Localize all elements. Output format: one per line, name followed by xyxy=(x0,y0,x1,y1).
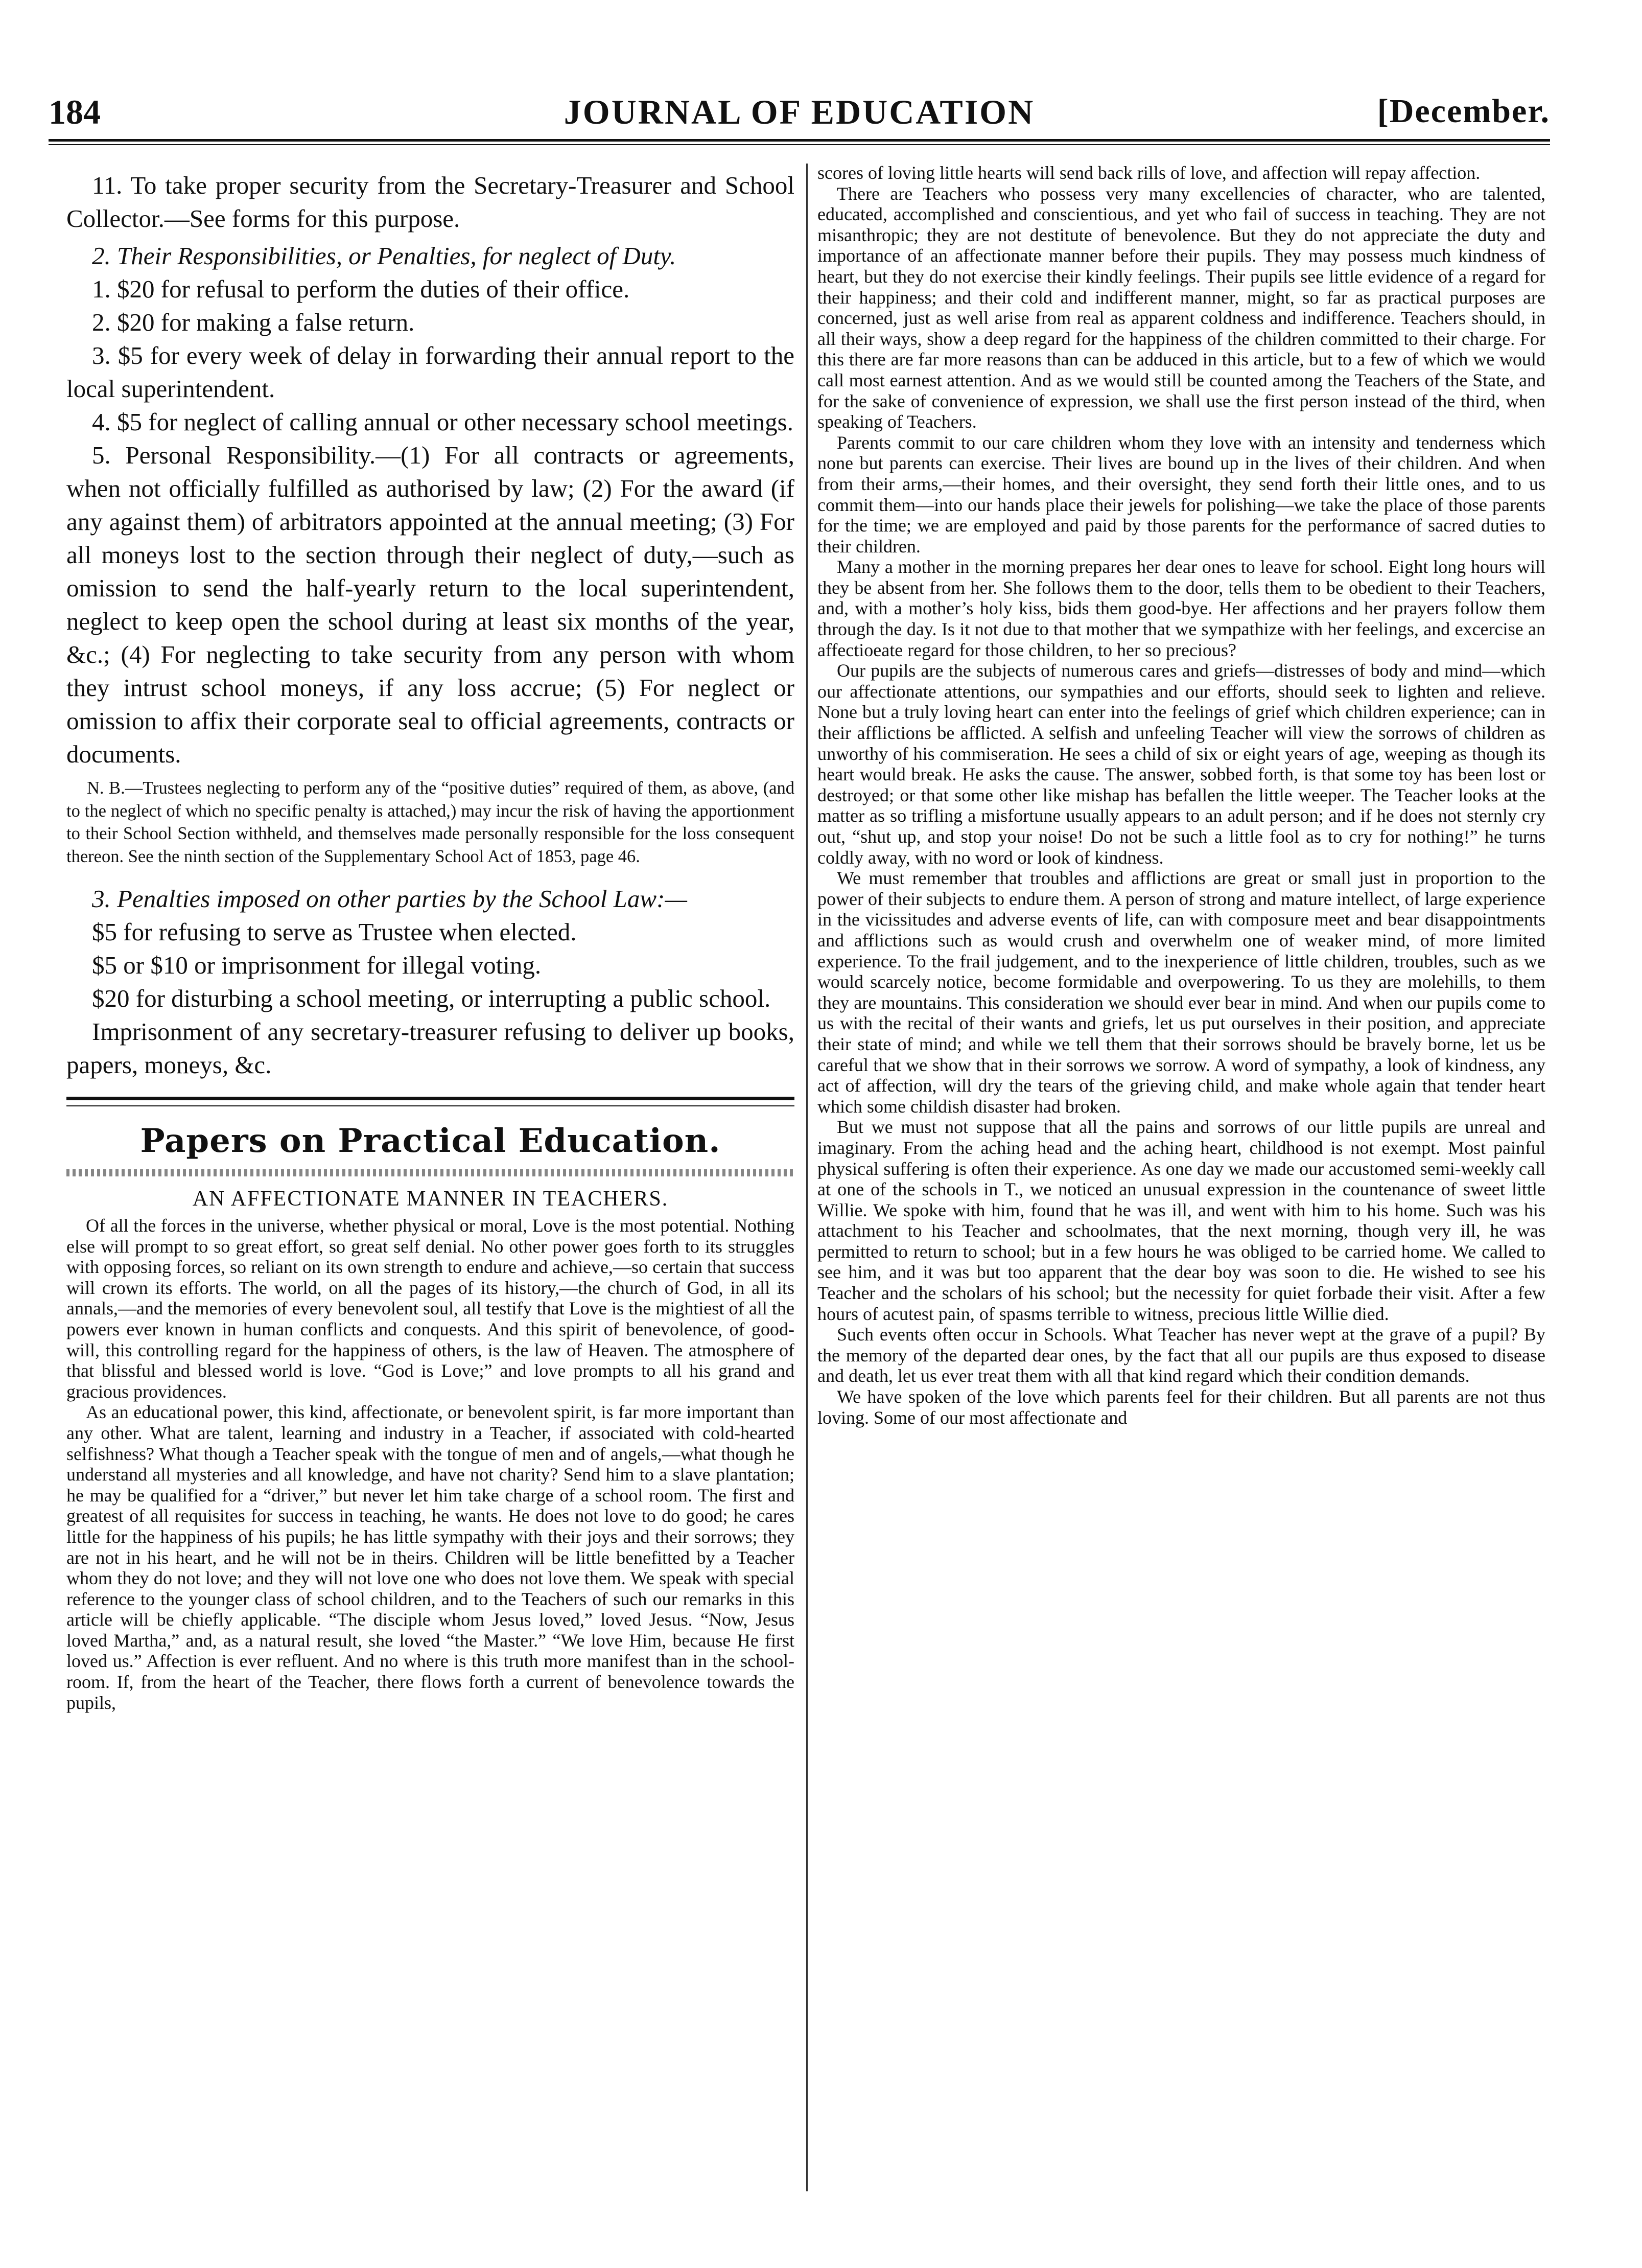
header-rule xyxy=(49,139,1550,142)
ornamental-rule xyxy=(66,1169,794,1176)
article-para-9: But we must not suppose that all the pains and sorrows of our little pupils are unreal and imaginary. From the aching head and the aching heart, childhood is not exempt. Most painful physical suffering is often their experience. As one day we made our accustomed semi-weekly call at one of the schools in T., we noticed an unusual expression in the countenance of sweet little Willie. We spoke with him, found that he was ill, and went with him to his home. Such was his attachment to his Teacher and schoolmates, that the next morning, though very ill, he was permitted to return to school; but in a few hours he was obliged to be carried home. We called to see him, and it was but too apparent that the dear boy was soon to die. He wished to see his Teacher and the scholars of his school; but the necessity for quiet forbade their visit. After a few hours of acutest pain, of spasms terrible to witness, precious little Willie died. xyxy=(817,1117,1545,1324)
other-penalty-3: $20 for disturbing a school meeting, or interrupting a public school. xyxy=(92,984,771,1012)
penalty-1: 1. $20 for refusal to perform the duties of their office. xyxy=(92,275,630,303)
article-para-3: scores of loving little hearts will send back rills of love, and affection will repay affection. xyxy=(817,163,1481,183)
left-column xyxy=(66,169,794,1713)
article-para-2: As an educational power, this kind, affectionate, or benevolent spirit, is far more important than any other. What are talent, learning and industry in a Teacher, if associated with cold-hearted selfishness? What though a Teacher speak with the tongue of men and of angels,—what though he understand all mysteries and all knowledge, and have not charity? Send him to a slave plantation; he may be qualified for a “driver,” but never let him take charge of a school room. The first and greatest of all requisites for success in teaching, he wants. He does not love to do good; he cares little for the happiness of his pupils; he has little sympathy with their joys and their sorrows; they are not in his heart, and he will not be in theirs. Children will be little benefitted by a Teacher whom they do not love; and they will not love one who does not love them. We speak with special reference to the younger class of school children, and to the Teachers of such our remarks in this article will be chiefly applicable. “The disciple whom Jesus loved,” loved Jesus. “Now, Jesus loved Martha,” and, as a natural result, she loved “the Master.” “We love Him, because He first loved us.” Affection is ever refluent. And no where is this truth more manifest than in the school-room. If, from the heart of the Teacher, there flows forth a current of benevolence towards the pupils, xyxy=(66,1402,794,1713)
article-para-6: Many a mother in the morning prepares her dear ones to leave for school. Eight long hours will they be absent from her. She follows them to the door, tells them to be obedient to their Teachers, and, with a mother’s holy kiss, bids them good-bye. Her affections and her prayers follow them through the day. Is it not due to that mother that we sympathize with her feelings, and excercise an affectioeate regard for those children, to her so precious? xyxy=(817,557,1545,660)
article-para-11: We have spoken of the love which parents feel for their children. But all parents are not thus loving. Some of our most affectionate and xyxy=(817,1386,1545,1428)
penalty-5: 5. Personal Responsibility.—(1) For all contracts or agreements, when not officially fulfilled as authorised by law; (2) For the award (if any against them) of arbitrators appointed at the annual meeting; (3) For all moneys lost to the section through their neglect of duty,—such as omission to send the half-yearly return to the local superintendent, neglect to keep open the school during at least six months of the year, &c.; (4) For neglecting to take security from any person with whom they intrust school moneys, if any loss accrue; (5) For neglect or omission to affix their corporate seal to official agreements, contracts or documents. xyxy=(66,441,794,768)
article-para-5: Parents commit to our care children whom they love with an intensity and tenderness which none but parents can exercise. Their lives are bound up in the lives of their children. And when from their arms,—their homes, and their oversight, they send forth their little ones, and to us commit them—into our hands place their jewels for polishing—we take the place of those parents for the time; we are employed and paid by those parents for the performance of sacred duties to their children. xyxy=(817,432,1545,557)
penalty-3: 3. $5 for every week of delay in forwarding their annual report to the local superintendent. xyxy=(66,341,794,403)
article-para-10: Such events often occur in Schools. What Teacher has never wept at the grave of a pupil? By the memory of the departed dear ones, by the fact that all our pupils are thus exposed to disease and death, let us ever treat them with all that kind regard which their condition demands. xyxy=(817,1324,1545,1386)
column-divider xyxy=(806,164,808,2191)
right-column xyxy=(817,163,1545,1428)
article-para-7: Our pupils are the subjects of numerous cares and griefs—distresses of body and mind—which our affectionate attentions, our sympathies and our efforts, should seek to lighten and relieve. None but a truly loving heart can enter into the feelings of grief which children experience; can in their afflictions be afflicted. A selfish and unfeeling Teacher will view the sorrows of children as unworthy of his commiseration. He sees a child of six or eight years of age, weeping as though its heart would break. He asks the cause. The answer, sobbed forth, is that some toy has been lost or destroyed; or that some other like mishap has befallen the little weeper. The Teacher looks at the matter as so trifling a misfortune usually appears to an adult person; and if he does not sternly cry out, “shut up, and stop your noise! Do not be such a little fool as to cry for nothing!” he turns coldly away, with no word or look of kindness. xyxy=(817,660,1545,868)
section-3-heading: 3. Penalties imposed on other parties by the School Law:— xyxy=(92,885,687,913)
penalty-4: 4. $5 for neglect of calling annual or other necessary school meetings. xyxy=(92,408,793,436)
page-number: 184 xyxy=(49,92,101,131)
section-title: Papers on Practical Education. xyxy=(140,1122,721,1160)
other-penalty-4: Imprisonment of any secretary-treasurer refusing to deliver up books, papers, moneys, &c. xyxy=(66,1017,794,1079)
article-para-4: There are Teachers who possess very many excellencies of character, who are talented, educated, accomplished and conscientious, and yet who fail of success in teaching. They are not misanthropic; they are not destitute of benevolence. But they do not appreciate the duty and importance of an affectionate manner before their pupils. They may possess much kindness of heart, but they do not exercise their kindly feelings. Their pupils see little evidence of a regard for their happiness; and their cold and indifferent manner, might, so far as practical purposes are concerned, just as well arise from real as apparent coldness and indifference. Teachers should, in all their ways, show a deep regard for the happiness of the children committed to their charge. For this there are far more reasons than can be adduced in this article, but to a few of which we would call most earnest attention. And as we would still be counted among the Teachers of the State, and for the sake of convenience of expression, we shall use the first person instead of the third, when speaking of Teachers. xyxy=(817,183,1545,432)
journal-title: JOURNAL OF EDUCATION xyxy=(564,92,1035,131)
running-header xyxy=(49,92,1550,141)
penalty-2: 2. $20 for making a false return. xyxy=(92,308,415,336)
section-2-heading: 2. Their Responsibilities, or Penalties, for neglect of Duty. xyxy=(92,242,676,270)
article-para-8: We must remember that troubles and afflictions are great or small just in proportion to the power of their subjects to endure them. A person of strong and mature intellect, of large experience in the vicissitudes and adverse events of life, can with composure meet and bear disappointments and afflictions such as would crush and overwhelm one of weaker mind, of more limited experience. To the frail judgement, and to the inexperience of little children, troubles, such as we would scarcely notice, become formidable and overpowering. To us they are molehills, to them they are mountains. This consideration we should ever bear in mind. And when our pupils come to us with the recital of their wants and griefs, let us put ourselves in their position, and appreciate their state of mind; and while we tell them that their sorrows should be bravely borne, let us be careful that we show that in their sorrows we sorrow. A word of sympathy, a look of kindness, any act of affection, will dry the tears of the grieving child, and make whole again that tender heart which some childish disaster had broken. xyxy=(817,868,1545,1117)
issue-month: [December. xyxy=(1377,92,1550,130)
header-rule-thin xyxy=(49,144,1550,145)
section-divider xyxy=(66,1097,794,1106)
item-11: 11. To take proper security from the Secretary-Treasurer and School Collector.—See forms for this purpose. xyxy=(66,171,794,233)
other-penalty-2: $5 or $10 or imprisonment for illegal voting. xyxy=(92,951,542,979)
nota-bene: N. B.—Trustees neglecting to perform any of the “positive duties” required of them, as above, (and to the neglect of which no specific penalty is attached,) may incur the risk of having the apportionment to their School Section withheld, and themselves made personally responsible for the loss consequent thereon. See the ninth section of the Supplementary School Act of 1853, page 46. xyxy=(66,778,794,866)
article-title: AN AFFECTIONATE MANNER IN TEACHERS. xyxy=(192,1187,669,1211)
other-penalty-1: $5 for refusing to serve as Trustee when elected. xyxy=(92,918,577,946)
article-para-1: Of all the forces in the universe, whether physical or moral, Love is the most potential. Nothing else will prompt to so great effort, so great self denial. No other power goes forth to its struggles with opposing forces, so reliant on its own strength to endure and achieve,—so certain that success will crown its efforts. The world, on all the pages of its history,—the church of God, in all its annals,—and the memories of every benevolent soul, all testify that Love is the mightiest of all the powers ever known in human conflicts and conquests. And this spirit of benevolence, of good-will, this controlling regard for the happiness of others, is the law of Heaven. The atmosphere of that blissful and blessed world is love. “God is Love;” and love prompts to all his grand and gracious providences. xyxy=(66,1215,794,1402)
